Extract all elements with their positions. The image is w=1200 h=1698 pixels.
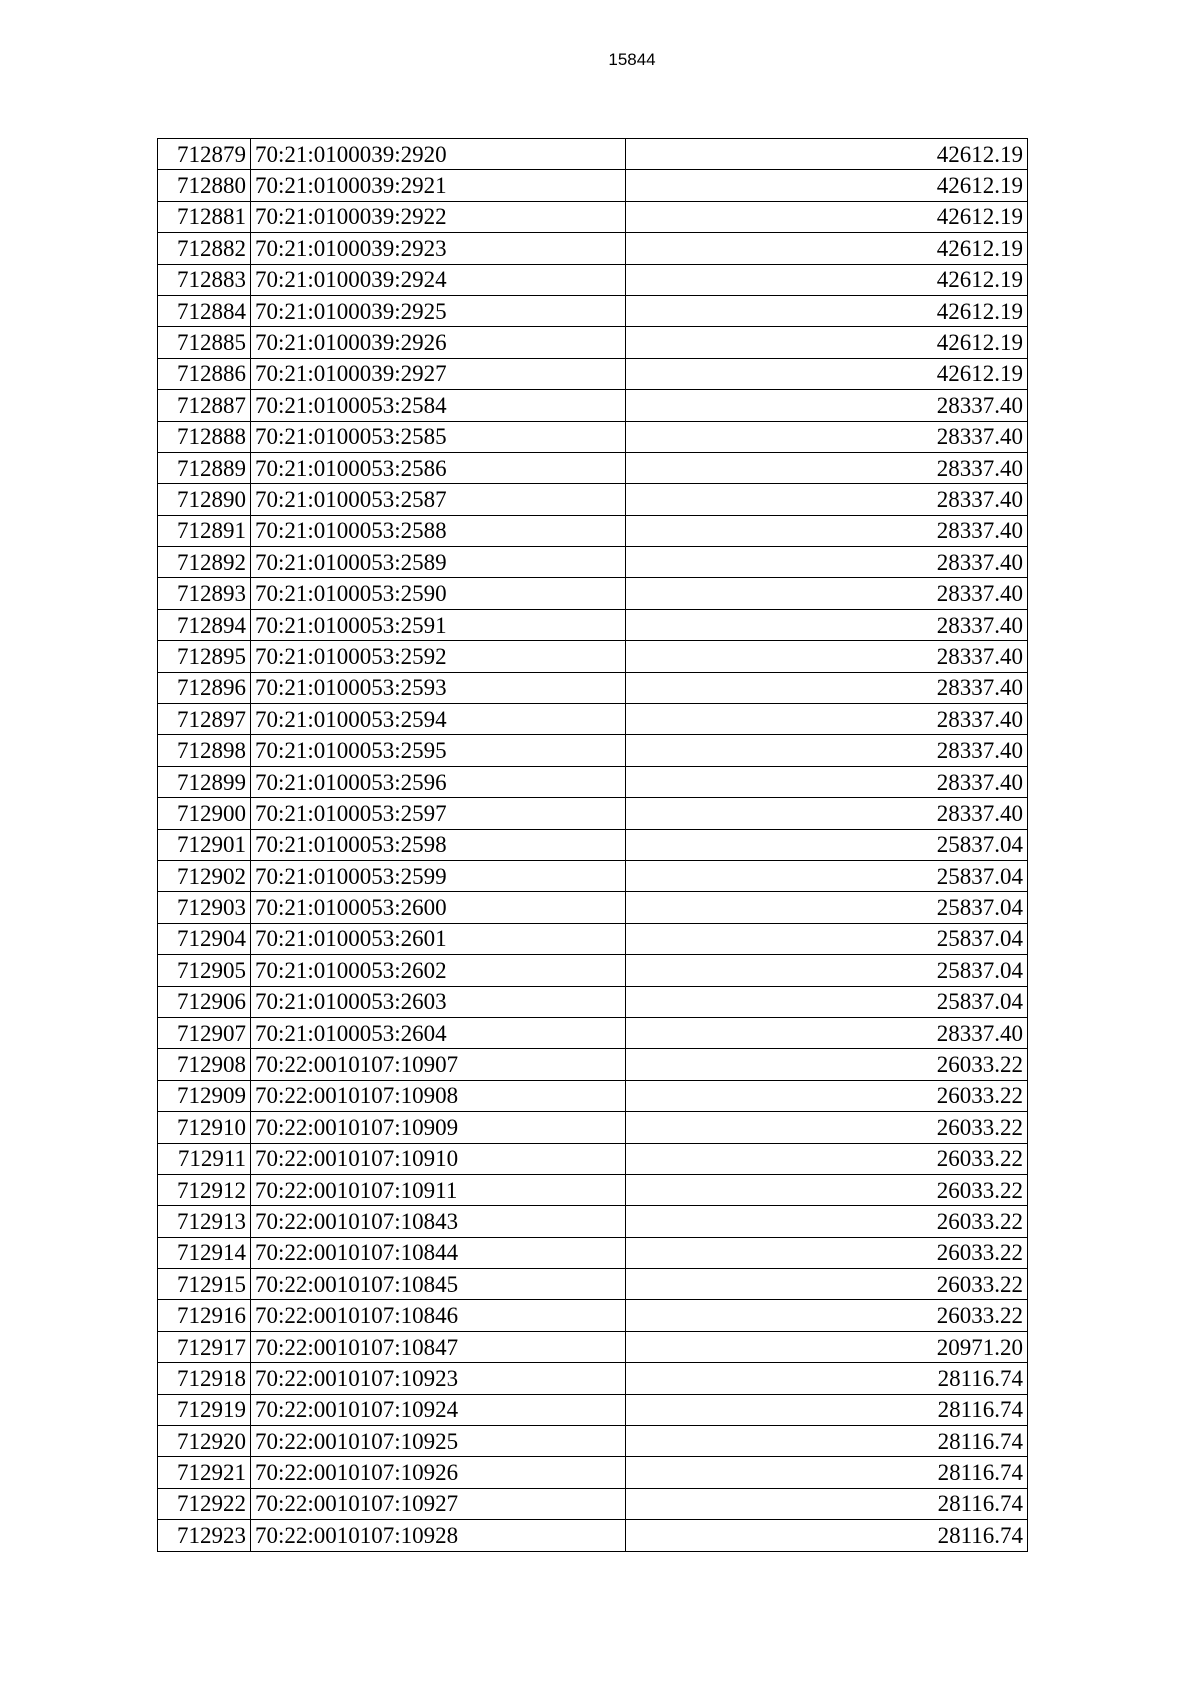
value-cell: 28337.40 [626,766,1028,797]
value-cell: 28337.40 [626,452,1028,483]
row-id-cell: 712911 [158,1143,251,1174]
row-id-cell: 712895 [158,641,251,672]
row-id-cell: 712905 [158,955,251,986]
value-cell: 20971.20 [626,1331,1028,1362]
value-cell: 28337.40 [626,421,1028,452]
table-row [158,201,1028,232]
table-row [158,484,1028,515]
row-id-cell: 712891 [158,515,251,546]
table-row [158,170,1028,201]
table-body [158,139,1028,1552]
cadastral-number-cell: 70:22:0010107:10926 [251,1457,626,1488]
value-cell: 42612.19 [626,139,1028,170]
cadastral-number-cell: 70:21:0100039:2923 [251,233,626,264]
row-id-cell: 712922 [158,1488,251,1519]
table-row [158,1488,1028,1519]
cadastral-number-cell: 70:21:0100053:2591 [251,609,626,640]
row-id-cell: 712914 [158,1237,251,1268]
value-cell: 26033.22 [626,1049,1028,1080]
cadastral-number-cell: 70:22:0010107:10844 [251,1237,626,1268]
cadastral-number-cell: 70:21:0100053:2587 [251,484,626,515]
cadastral-number-cell: 70:21:0100039:2920 [251,139,626,170]
row-id-cell: 712918 [158,1363,251,1394]
table-row [158,327,1028,358]
row-id-cell: 712883 [158,264,251,295]
value-cell: 28116.74 [626,1363,1028,1394]
cadastral-number-cell: 70:21:0100053:2585 [251,421,626,452]
cadastral-number-cell: 70:21:0100053:2602 [251,955,626,986]
row-id-cell: 712880 [158,170,251,201]
value-cell: 26033.22 [626,1206,1028,1237]
value-cell: 26033.22 [626,1237,1028,1268]
cadastral-number-cell: 70:22:0010107:10908 [251,1080,626,1111]
table-row [158,1112,1028,1143]
row-id-cell: 712913 [158,1206,251,1237]
row-id-cell: 712910 [158,1112,251,1143]
table-row [158,421,1028,452]
table-row [158,641,1028,672]
cadastral-number-cell: 70:22:0010107:10909 [251,1112,626,1143]
cadastral-number-cell: 70:21:0100039:2924 [251,264,626,295]
value-cell: 42612.19 [626,295,1028,326]
cadastral-number-cell: 70:22:0010107:10910 [251,1143,626,1174]
table-row [158,704,1028,735]
table-row [158,1269,1028,1300]
row-id-cell: 712915 [158,1269,251,1300]
table-row [158,1206,1028,1237]
row-id-cell: 712909 [158,1080,251,1111]
row-id-cell: 712887 [158,390,251,421]
value-cell: 42612.19 [626,264,1028,295]
cadastral-number-cell: 70:21:0100053:2597 [251,798,626,829]
row-id-cell: 712912 [158,1174,251,1205]
cadastral-number-cell: 70:21:0100053:2598 [251,829,626,860]
value-cell: 42612.19 [626,358,1028,389]
cadastral-number-cell: 70:21:0100039:2925 [251,295,626,326]
row-id-cell: 712900 [158,798,251,829]
row-id-cell: 712890 [158,484,251,515]
table-row [158,1363,1028,1394]
row-id-cell: 712882 [158,233,251,264]
value-cell: 28116.74 [626,1457,1028,1488]
value-cell: 42612.19 [626,233,1028,264]
table-row [158,1017,1028,1048]
table-row [158,1426,1028,1457]
row-id-cell: 712881 [158,201,251,232]
row-id-cell: 712908 [158,1049,251,1080]
value-cell: 26033.22 [626,1300,1028,1331]
value-cell: 28337.40 [626,578,1028,609]
row-id-cell: 712901 [158,829,251,860]
table-row [158,1080,1028,1111]
cadastral-number-cell: 70:21:0100053:2599 [251,860,626,891]
table-row [158,766,1028,797]
value-cell: 28116.74 [626,1426,1028,1457]
cadastral-number-cell: 70:21:0100053:2592 [251,641,626,672]
row-id-cell: 712920 [158,1426,251,1457]
table-row [158,1237,1028,1268]
table-row [158,1394,1028,1425]
cadastral-number-cell: 70:22:0010107:10845 [251,1269,626,1300]
cadastral-number-cell: 70:21:0100053:2584 [251,390,626,421]
cadastral-number-cell: 70:21:0100039:2922 [251,201,626,232]
table-row [158,735,1028,766]
value-cell: 25837.04 [626,955,1028,986]
row-id-cell: 712899 [158,766,251,797]
table-row [158,923,1028,954]
value-cell: 28337.40 [626,704,1028,735]
cadastral-number-cell: 70:21:0100053:2586 [251,452,626,483]
row-id-cell: 712921 [158,1457,251,1488]
table-row [158,672,1028,703]
value-cell: 42612.19 [626,201,1028,232]
value-cell: 25837.04 [626,986,1028,1017]
table-row [158,264,1028,295]
cadastral-number-cell: 70:21:0100053:2588 [251,515,626,546]
cadastral-number-cell: 70:21:0100053:2589 [251,547,626,578]
cadastral-number-cell: 70:21:0100053:2595 [251,735,626,766]
value-cell: 28337.40 [626,672,1028,703]
value-cell: 25837.04 [626,860,1028,891]
value-cell: 28116.74 [626,1488,1028,1519]
cadastral-number-cell: 70:21:0100053:2603 [251,986,626,1017]
cadastral-number-cell: 70:21:0100039:2926 [251,327,626,358]
row-id-cell: 712916 [158,1300,251,1331]
row-id-cell: 712888 [158,421,251,452]
row-id-cell: 712893 [158,578,251,609]
cadastral-number-cell: 70:22:0010107:10928 [251,1520,626,1551]
value-cell: 28337.40 [626,547,1028,578]
table-row [158,1174,1028,1205]
row-id-cell: 712879 [158,139,251,170]
value-cell: 28337.40 [626,1017,1028,1048]
cadastral-number-cell: 70:22:0010107:10907 [251,1049,626,1080]
row-id-cell: 712884 [158,295,251,326]
row-id-cell: 712886 [158,358,251,389]
cadastral-number-cell: 70:21:0100039:2927 [251,358,626,389]
cadastral-number-cell: 70:22:0010107:10846 [251,1300,626,1331]
row-id-cell: 712923 [158,1520,251,1551]
table-row [158,1457,1028,1488]
cadastral-number-cell: 70:21:0100053:2601 [251,923,626,954]
cadastral-value-table [157,138,1028,1552]
cadastral-number-cell: 70:21:0100053:2593 [251,672,626,703]
value-cell: 26033.22 [626,1080,1028,1111]
row-id-cell: 712897 [158,704,251,735]
table-row [158,798,1028,829]
cadastral-number-cell: 70:22:0010107:10847 [251,1331,626,1362]
value-cell: 25837.04 [626,829,1028,860]
cadastral-number-cell: 70:21:0100039:2921 [251,170,626,201]
table-row [158,578,1028,609]
row-id-cell: 712903 [158,892,251,923]
cadastral-number-cell: 70:21:0100053:2600 [251,892,626,923]
table-row [158,986,1028,1017]
table-row [158,860,1028,891]
value-cell: 26033.22 [626,1174,1028,1205]
cadastral-number-cell: 70:22:0010107:10923 [251,1363,626,1394]
row-id-cell: 712917 [158,1331,251,1362]
value-cell: 42612.19 [626,170,1028,201]
table-row [158,547,1028,578]
table-row [158,955,1028,986]
value-cell: 28337.40 [626,735,1028,766]
cadastral-number-cell: 70:21:0100053:2594 [251,704,626,735]
table-row [158,1300,1028,1331]
row-id-cell: 712885 [158,327,251,358]
row-id-cell: 712889 [158,452,251,483]
value-cell: 25837.04 [626,892,1028,923]
table-row [158,390,1028,421]
cadastral-number-cell: 70:21:0100053:2604 [251,1017,626,1048]
value-cell: 28337.40 [626,641,1028,672]
value-cell: 28116.74 [626,1394,1028,1425]
row-id-cell: 712907 [158,1017,251,1048]
row-id-cell: 712902 [158,860,251,891]
value-cell: 25837.04 [626,923,1028,954]
row-id-cell: 712894 [158,609,251,640]
table-row [158,358,1028,389]
table-row [158,452,1028,483]
value-cell: 42612.19 [626,327,1028,358]
value-cell: 28337.40 [626,798,1028,829]
row-id-cell: 712919 [158,1394,251,1425]
value-cell: 26033.22 [626,1112,1028,1143]
value-cell: 28337.40 [626,390,1028,421]
table-row [158,1143,1028,1174]
table-row [158,609,1028,640]
table-row [158,233,1028,264]
row-id-cell: 712896 [158,672,251,703]
cadastral-number-cell: 70:21:0100053:2590 [251,578,626,609]
value-cell: 26033.22 [626,1269,1028,1300]
row-id-cell: 712898 [158,735,251,766]
cadastral-number-cell: 70:21:0100053:2596 [251,766,626,797]
row-id-cell: 712904 [158,923,251,954]
row-id-cell: 712906 [158,986,251,1017]
value-cell: 28116.74 [626,1520,1028,1551]
table-row [158,829,1028,860]
cadastral-number-cell: 70:22:0010107:10911 [251,1174,626,1205]
table-row [158,515,1028,546]
table-row [158,295,1028,326]
value-cell: 28337.40 [626,609,1028,640]
row-id-cell: 712892 [158,547,251,578]
cadastral-number-cell: 70:22:0010107:10925 [251,1426,626,1457]
page-number: 15844 [608,50,656,69]
value-cell: 26033.22 [626,1143,1028,1174]
cadastral-number-cell: 70:22:0010107:10927 [251,1488,626,1519]
table-row [158,1049,1028,1080]
table-row [158,139,1028,170]
table-row [158,892,1028,923]
table-row [158,1331,1028,1362]
cadastral-number-cell: 70:22:0010107:10843 [251,1206,626,1237]
value-cell: 28337.40 [626,484,1028,515]
cadastral-number-cell: 70:22:0010107:10924 [251,1394,626,1425]
value-cell: 28337.40 [626,515,1028,546]
table-row [158,1520,1028,1551]
